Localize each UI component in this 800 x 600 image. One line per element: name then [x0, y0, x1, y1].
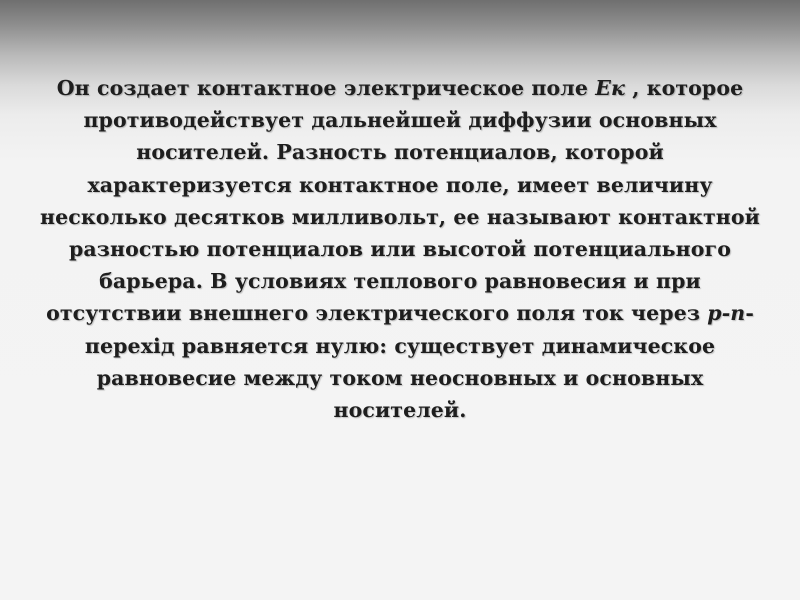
- text-ek-symbol: Ек: [595, 76, 625, 100]
- slide-body-text: [40, 72, 760, 426]
- text-part-3: -перехід равняется нулю: существует динамическое равновесие между током неосновных и основных носителей.: [84, 301, 754, 423]
- text-part-2: , которое противодействует дальнейшей диффузии основных носителей. Разность потенциалов, которой характеризуется контактное поле, имеет величину несколько десятков милливольт, ее называют контактной разностью потенциалов или высотой потенциального барьера. В условиях теплового равновесия и при отсутствии внешнего электрического поля ток через: [40, 76, 760, 326]
- text-pn-junction: p-n: [707, 301, 746, 326]
- text-part-1: Он создает контактное электрическое поле: [56, 76, 596, 100]
